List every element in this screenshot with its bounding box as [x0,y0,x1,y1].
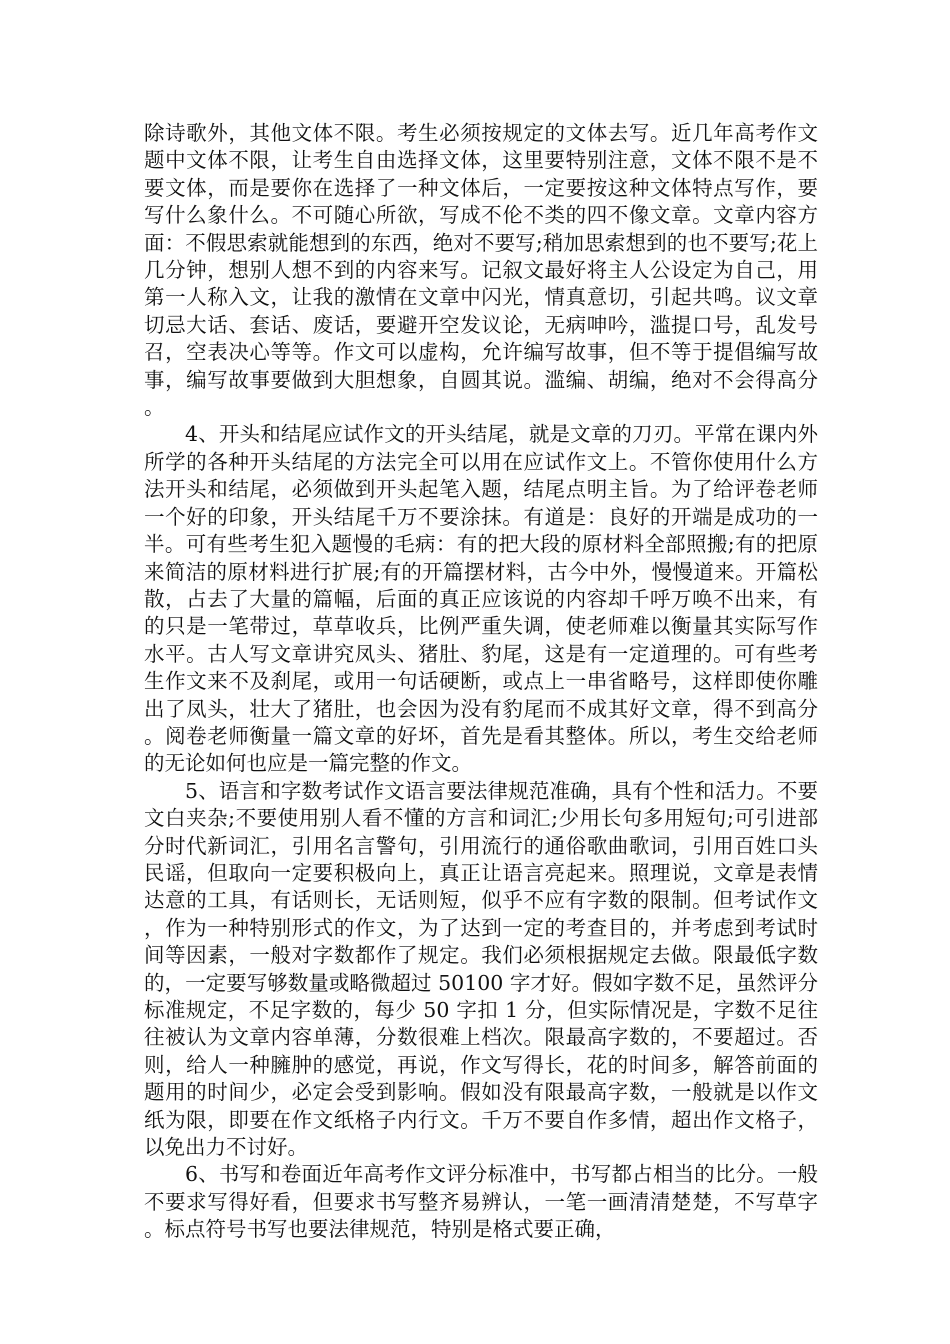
paragraph-opening-and-ending: 4、开头和结尾应试作文的开头结尾，就是文章的刀刃。平常在课内外所学的各种开头结尾的方法完全可以用在应试作文上。不管你使用什么方法开头和结尾，必须做到开头起笔入题，结尾点明主旨。为了给评卷老师一个好的印象，开头结尾千万不要涂抹。有道是：良好的开端是成功的一半。可有些考生犯入题慢的毛病：有的把大段的原材料全部照搬;有的把原来简洁的原材料进行扩展;有的开篇摆材料，古今中外，慢慢道来。开篇松散，占去了大量的篇幅，后面的真正应该说的内容却千呼万唤不出来，有的只是一笔带过，草草收兵，比例严重失调，使老师难以衡量其实际写作水平。古人写文章讲究凤头、猪肚、豹尾，这是有一定道理的。可有些考生作文来不及刹尾，或用一句话硬断，或点上一串省略号，这样即使你雕出了凤头，壮大了猪肚，也会因为没有豹尾而不成其好文章，得不到高分。阅卷老师衡量一篇文章的好坏，首先是看其整体。所以，考生交给老师的无论如何也应是一篇完整的作文。 [144,422,818,776]
paragraph-language-and-word-count: 5、语言和字数考试作文语言要法律规范准确，具有个性和活力。不要文白夹杂;不要使用别人看不懂的方言和词汇;少用长句多用短句;可引进部分时代新词汇，引用名言警句，引用流行的通俗歌曲歌词，引用百姓口头民谣，但取向一定要积极向上，真正让语言亮起来。照理说，文章是表情达意的工具，有话则长，无话则短，似乎不应有字数的限制。但考试作文，作为一种特别形式的作文，为了达到一定的考查目的，并考虑到考试时间等因素，一般对字数都作了规定。我们必须根据规定去做。限最低字数的，一定要写够数量或略微超过 50100 字才好。假如字数不足，虽然评分标准规定，不足字数的，每少 50 字扣 1 分，但实际情况是，字数不足往往被认为文章内容单薄，分数很难上档次。限最高字数的，不要超过。否则，给人一种臃肿的感觉，再说，作文写得长，花的时间多，解答前面的题用的时间少，必定会受到影响。假如没有限最高字数，一般就是以作文纸为限，即要在作文纸格子内行文。千万不要自作多情，超出作文格子，以免出力不讨好。 [144,778,818,1160]
document-body [144,120,818,1244]
paragraph-handwriting-and-layout: 6、书写和卷面近年高考作文评分标准中，书写都占相当的比分。一般不要求写得好看，但要求书写整齐易辨认，一笔一画清清楚楚，不写草字。标点符号书写也要法律规范，特别是格式要正确， [144,1162,818,1242]
paragraph-genre-and-content: 除诗歌外，其他文体不限。考生必须按规定的文体去写。近几年高考作文题中文体不限，让考生自由选择文体，这里要特别注意，文体不限不是不要文体，而是要你在选择了一种文体后，一定要按这种文体特点写作，要写什么象什么。不可随心所欲，写成不伦不类的四不像文章。文章内容方面：不假思索就能想到的东西，绝对不要写;稍加思索想到的也不要写;花上几分钟，想别人想不到的内容来写。记叙文最好将主人公设定为自己，用第一人称入文，让我的激情在文章中闪光，情真意切，引起共鸣。议文章切忌大话、套话、废话，要避开空发议论，无病呻吟，滥提口号，乱发号召，空表决心等等。作文可以虚构，允许编写故事，但不等于提倡编写故事，编写故事要做到大胆想象，自圆其说。滥编、胡编，绝对不会得高分。 [144,121,818,420]
